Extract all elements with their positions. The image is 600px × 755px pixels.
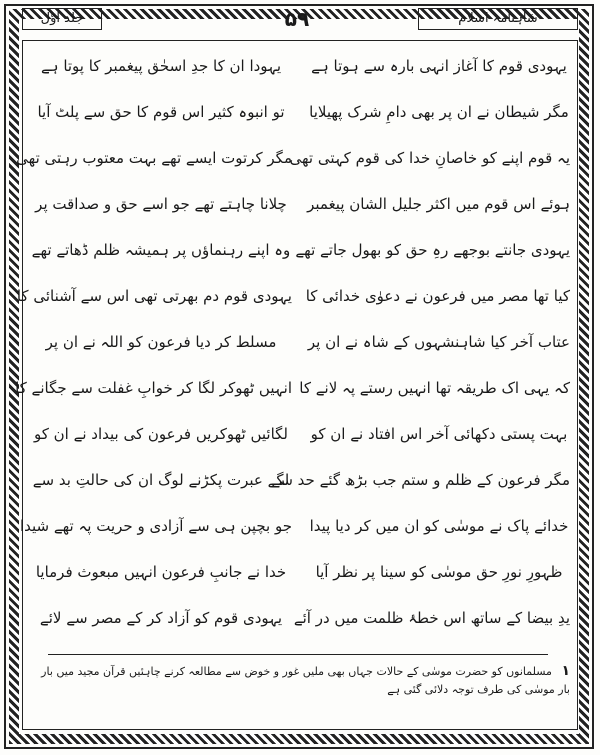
verse-first-hemistich: خدائے پاک نے موسٰی کو ان میں کر دیا پیدا — [309, 517, 569, 535]
verse-first-hemistich: مگر فرعون کے ظلم و ستم جب بڑھ گئے حد سے — [271, 471, 570, 489]
footnote-text: مسلمانوں کو حضرت موسٰی کے حالات جہاں بھی ملیں غور و خوض سے مطالعہ کرنے چاہئیں قرآن مجید میں بار بار موسٰی کی طرف توجہ دلائی گئی ہے — [41, 665, 570, 696]
footnote — [30, 662, 570, 702]
verse-first-hemistich: ہوئے اس قوم میں اکثر جلیل الشان پیغمبر — [307, 195, 570, 213]
verse-first-hemistich: یہودی جانتے بوجھے رہِ حق کو بھول جاتے تھے — [295, 241, 570, 259]
verse-first-hemistich: بہت پستی دکھائی آخر اس افتاد نے ان کو — [310, 425, 568, 443]
verse-second-hemistich: جو بچپن ہی سے آزادی و حریت پہ تھے شیدا — [19, 517, 292, 535]
footnote-divider — [48, 654, 548, 655]
verse-row — [15, 368, 570, 408]
verse-block — [15, 46, 570, 646]
footnote-mark: ۱ — [561, 663, 570, 679]
verse-second-hemistich: چلانا چاہتے تھے جو اسے حق و صداقت پر — [35, 195, 287, 213]
verse-row — [30, 552, 570, 592]
verse-second-hemistich: وہ اپنے رہنماؤں پر ہمیشہ ظلم ڈھاتے تھے — [31, 241, 291, 259]
verse-first-hemistich: یہ قوم اپنے کو خاصانِ خدا کی قوم کہتی تھی — [289, 149, 570, 167]
verse-second-hemistich: تو انبوہ کثیر اس قوم کا حق سے پلٹ آیا — [37, 103, 285, 121]
verse-row — [30, 322, 570, 362]
verse-second-hemistich: یہودی قوم کو آزاد کر کے مصر سے لائے — [39, 609, 283, 627]
verse-second-hemistich: خدا نے جانبِ فرعون انہیں مبعوث فرمایا — [35, 563, 287, 581]
verse-row — [30, 230, 570, 270]
verse-second-hemistich: لگائیں ٹھوکریں فرعون کی بیداد نے ان کو — [33, 425, 289, 443]
verse-first-hemistich: کہ یہی اک طریقہ تھا انہیں رستے پہ لانے کا — [299, 379, 570, 397]
volume-label: جلد اوّل — [22, 8, 102, 30]
page-number: ۵۹ — [284, 7, 310, 31]
verse-row — [30, 92, 570, 132]
verse-row — [30, 460, 570, 500]
verse-row — [16, 276, 570, 316]
verse-second-hemistich: لگے عبرت پکڑنے لوگ ان کی حالتِ بد سے — [32, 471, 290, 489]
verse-row — [30, 46, 570, 86]
verse-second-hemistich: یہودی قوم دم بھرتی تھی اس سے آشنائی کا — [16, 287, 292, 305]
verse-row — [30, 414, 570, 454]
verse-first-hemistich: یہودی قوم کا آغاز انہی بارہ سے ہوتا ہے — [311, 57, 567, 75]
verse-row — [30, 598, 570, 638]
verse-row — [19, 506, 570, 546]
verse-first-hemistich: ظہورِ نورِ حق موسٰی کو سینا پر نظر آیا — [315, 563, 563, 581]
book-title: شاہنامہ اسلام — [418, 8, 578, 30]
verse-second-hemistich: مگر کرتوت ایسے تھے بہت معتوب رہتی تھی — [16, 149, 292, 167]
verse-first-hemistich: کیا تھا مصر میں فرعون نے دعوٰی خدائی کا — [305, 287, 570, 305]
verse-row — [30, 184, 570, 224]
verse-second-hemistich: یہودا ان کا جدِ اسحٰق پیغمبر کا پوتا ہے — [40, 57, 282, 75]
verse-second-hemistich: مسلط کر دیا فرعون کو اللہ نے ان پر — [45, 333, 277, 351]
verse-first-hemistich: مگر شیطان نے ان پر بھی دامِ شرک پھیلایا — [309, 103, 569, 121]
verse-first-hemistich: عتاب آخر کیا شاہنشہوں کے شاہ نے ان پر — [307, 333, 570, 351]
page-header — [22, 4, 578, 38]
verse-second-hemistich: انہیں ٹھوکر لگا کر خوابِ غفلت سے جگانے کا — [15, 379, 292, 397]
verse-row — [16, 138, 570, 178]
verse-first-hemistich: یدِ بیضا کے ساتھ اس خطۂ ظلمت میں در آئے — [293, 609, 570, 627]
